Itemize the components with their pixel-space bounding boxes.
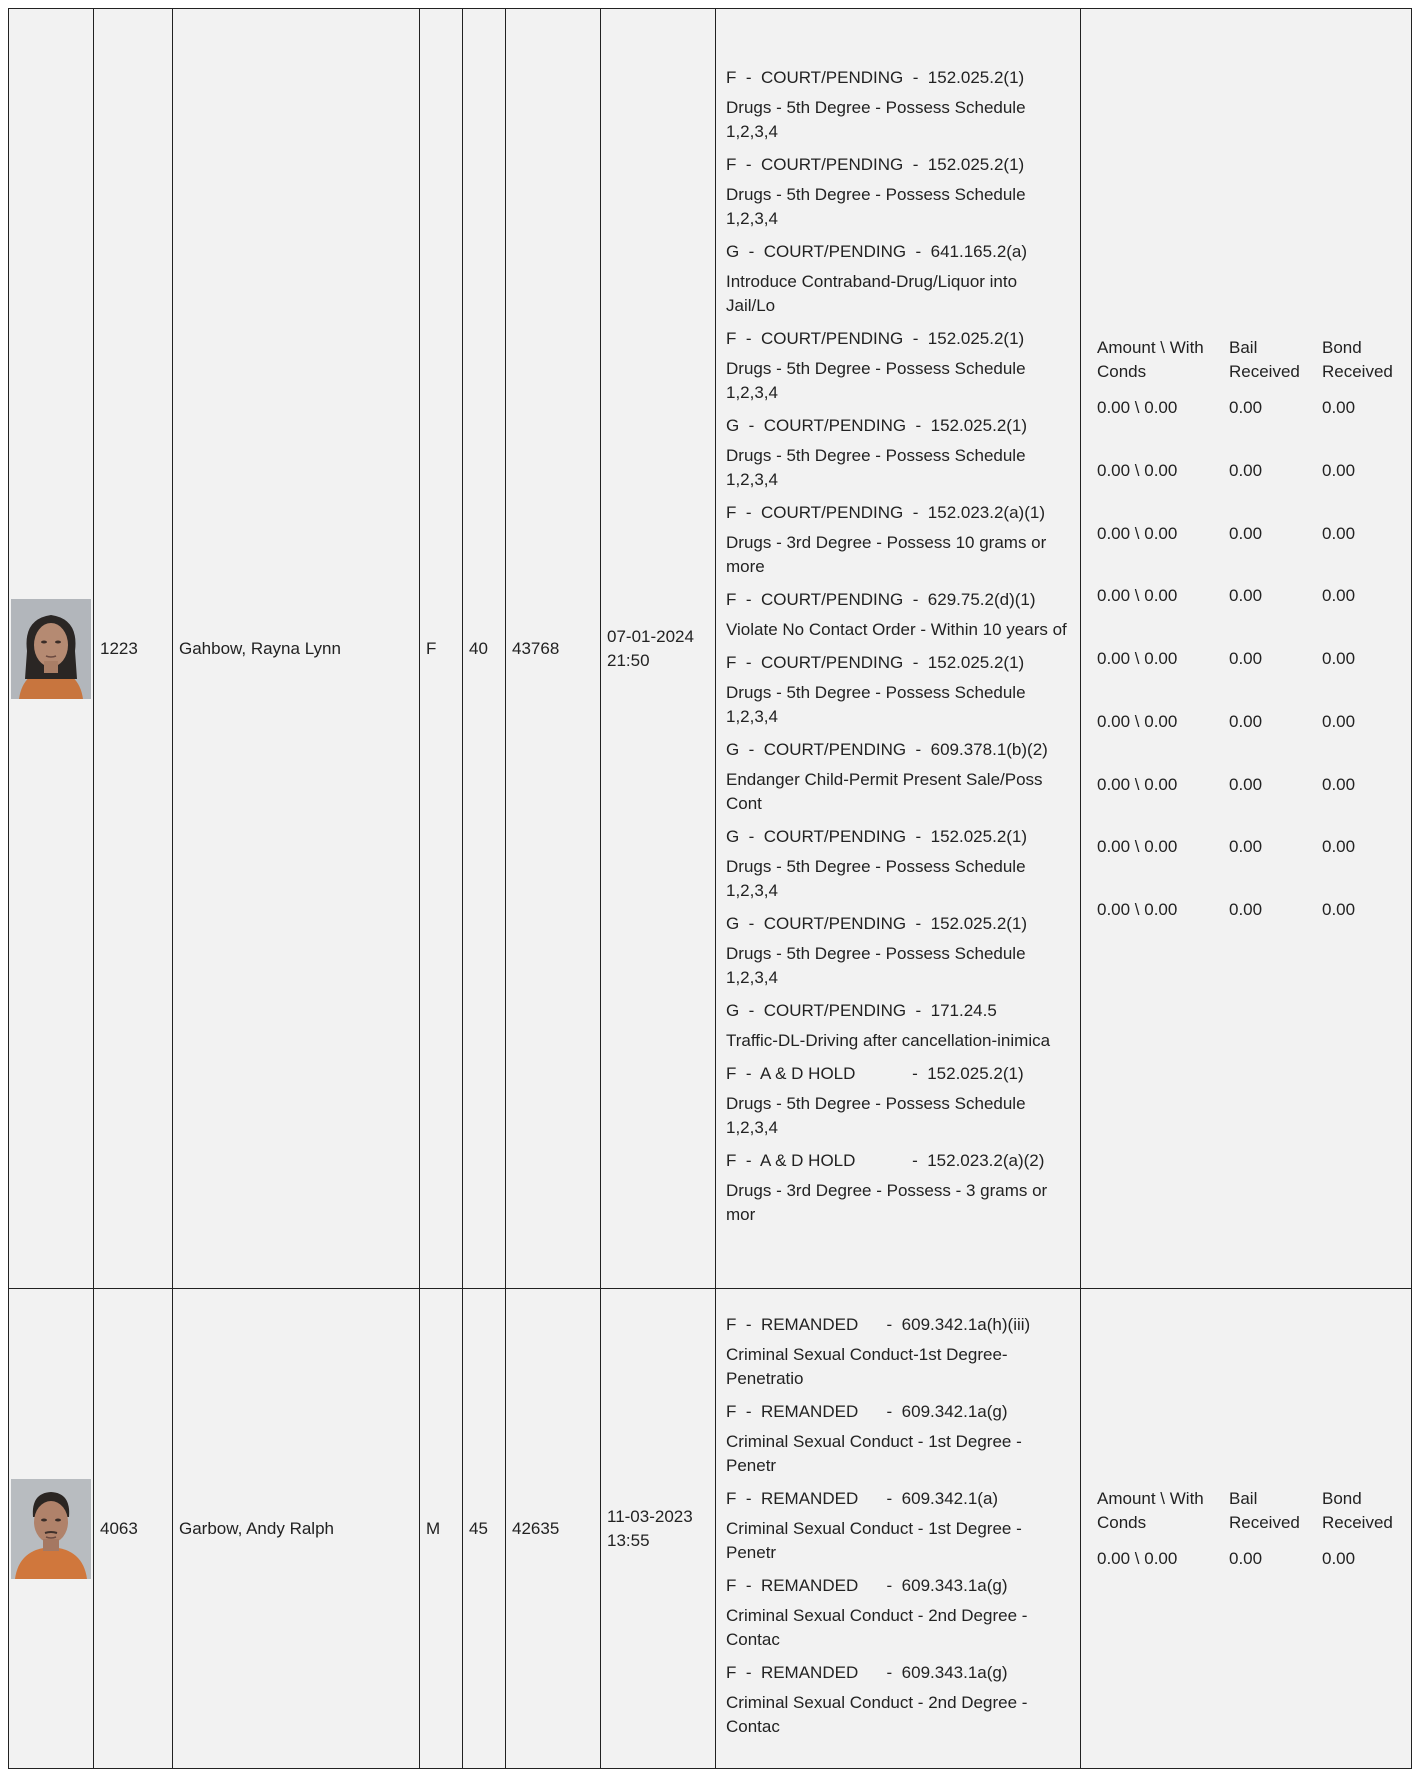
bail-value: 0.00 [1229,461,1263,481]
amount-value: 0.00 \ 0.00 [1097,461,1178,481]
bail-received-header: Bail Received [1229,338,1300,382]
inmate-age: 40 [463,9,506,1289]
charges-cell [716,1289,1081,1769]
charge-description: Drugs - 5th Degree - Possess Schedule 1,2,3,4 [726,943,1026,987]
charge-item [726,999,1070,1053]
charge-item [726,738,1070,816]
charge-code: F - REMANDED - 609.343.1a(g) [726,1576,1008,1595]
booking-number: 1223 [94,9,173,1289]
charge-item [726,1487,1070,1565]
bail-value: 0.00 [1229,774,1263,794]
charge-description: Drugs - 5th Degree - Possess Schedule 1,2,3,4 [726,856,1026,900]
charge-description: Violate No Contact Order - Within 10 years of [726,619,1067,639]
charge-code: F - REMANDED - 609.342.1a(g) [726,1402,1008,1421]
amount-header: Amount \ With Conds [1097,338,1204,382]
bail-row [1097,584,1405,647]
charge-code: F - COURT/PENDING - 152.025.2(1) [726,328,1025,348]
bail-received-header: Bail Received [1229,1488,1300,1532]
bond-value: 0.00 [1322,899,1356,919]
inmate-sex: M [420,1289,463,1769]
charge-item [726,501,1070,579]
charge-description: Criminal Sexual Conduct-1st Degree- Penetratio [726,1345,1008,1388]
inmate-name: Gahbow, Rayna Lynn [173,9,420,1289]
inmate-roster-table [8,8,1412,1769]
bond-value: 0.00 [1322,461,1356,481]
charge-code: G - COURT/PENDING - 152.025.2(1) [726,415,1028,435]
charge-code: F - COURT/PENDING - 152.023.2(a)(1) [726,502,1045,522]
inmate-id: 42635 [506,1289,601,1769]
charge-item [726,588,1070,642]
charge-description: Criminal Sexual Conduct - 2nd Degree - Contac [726,1693,1028,1736]
bail-value: 0.00 [1229,649,1263,669]
charge-description: Drugs - 3rd Degree - Possess 10 grams or more [726,532,1047,576]
bond-value: 0.00 [1322,1548,1356,1568]
charge-code: F - COURT/PENDING - 152.025.2(1) [726,67,1025,87]
bail-row [1097,647,1405,710]
charge-item [726,1400,1070,1478]
charge-description: Drugs - 5th Degree - Possess Schedule 1,2,3,4 [726,682,1026,726]
inmate-sex: F [420,9,463,1289]
charge-code: F - COURT/PENDING - 629.75.2(d)(1) [726,589,1036,609]
charge-item [726,1313,1070,1391]
bail-value: 0.00 [1229,586,1263,606]
charge-item [726,1574,1070,1652]
amount-value: 0.00 \ 0.00 [1097,523,1178,543]
bail-row [1097,459,1405,522]
amount-value: 0.00 \ 0.00 [1097,1548,1178,1568]
charge-description: Introduce Contraband-Drug/Liquor into Jail/Lo [726,271,1018,315]
bail-cell [1081,9,1412,1289]
bond-value: 0.00 [1322,523,1356,543]
bail-table [1097,336,1405,960]
amount-value: 0.00 \ 0.00 [1097,711,1178,731]
charge-code: F - REMANDED - 609.342.1(a) [726,1489,999,1508]
charge-code: F - REMANDED - 609.342.1a(h)(iii) [726,1315,1031,1334]
charge-description: Criminal Sexual Conduct - 1st Degree - Penetr [726,1519,1022,1562]
booking-datetime [601,9,716,1289]
bail-row [1097,522,1405,585]
bond-received-header: Bond Received [1322,1488,1393,1532]
bail-row [1097,396,1405,459]
charge-item [726,240,1070,318]
inmate-age: 45 [463,1289,506,1769]
bail-value: 0.00 [1229,1548,1263,1568]
bond-value: 0.00 [1322,774,1356,794]
bond-value: 0.00 [1322,586,1356,606]
booking-date: 11-03-2023 [607,1506,693,1526]
bail-header-row [1097,1487,1405,1547]
amount-value: 0.00 \ 0.00 [1097,398,1178,418]
booking-date: 07-01-2024 [607,626,694,646]
bail-value: 0.00 [1229,523,1263,543]
amount-value: 0.00 \ 0.00 [1097,837,1178,857]
booking-number: 4063 [94,1289,173,1769]
bail-cell [1081,1289,1412,1769]
inmate-row [9,1289,1412,1769]
amount-header: Amount \ With Conds [1097,1488,1204,1532]
charge-description: Drugs - 5th Degree - Possess Schedule 1,2,3,4 [726,97,1026,141]
bail-row [1097,1547,1405,1571]
charge-item [726,912,1070,990]
charge-item [726,153,1070,231]
charge-description: Drugs - 5th Degree - Possess Schedule 1,2,3,4 [726,358,1026,402]
amount-value: 0.00 \ 0.00 [1097,649,1178,669]
charge-description: Traffic-DL-Driving after cancellation-inimica [726,1030,1051,1050]
amount-value: 0.00 \ 0.00 [1097,774,1178,794]
charge-description: Drugs - 5th Degree - Possess Schedule 1,2,3,4 [726,445,1026,489]
bail-row [1097,773,1405,836]
booking-datetime [601,1289,716,1769]
charge-code: F - REMANDED - 609.343.1a(g) [726,1663,1008,1682]
charge-description: Criminal Sexual Conduct - 1st Degree - Penetr [726,1432,1022,1475]
charges-cell [716,9,1081,1289]
charge-code: G - COURT/PENDING - 152.025.2(1) [726,913,1028,933]
charge-item [726,1149,1070,1227]
charge-item [726,651,1070,729]
mugshot-photo [11,1479,91,1579]
charge-description: Drugs - 5th Degree - Possess Schedule 1,2,3,4 [726,184,1026,228]
charge-code: F - COURT/PENDING - 152.025.2(1) [726,652,1025,672]
charge-description: Endanger Child-Permit Present Sale/Poss Cont [726,769,1043,813]
amount-value: 0.00 \ 0.00 [1097,586,1178,606]
photo-cell [9,9,94,1289]
bail-value: 0.00 [1229,837,1263,857]
photo-cell [9,1289,94,1769]
bond-received-header: Bond Received [1322,338,1393,382]
bail-value: 0.00 [1229,899,1263,919]
inmate-row [9,9,1412,1289]
charge-item [726,1661,1070,1739]
bail-row [1097,898,1405,961]
bail-header-row [1097,336,1405,396]
bail-table [1097,1487,1405,1571]
charge-description: Drugs - 5th Degree - Possess Schedule 1,2,3,4 [726,1093,1026,1137]
bail-row [1097,835,1405,898]
bond-value: 0.00 [1322,649,1356,669]
charge-item [726,66,1070,144]
charge-description: Criminal Sexual Conduct - 2nd Degree - Contac [726,1606,1028,1649]
bail-value: 0.00 [1229,711,1263,731]
booking-time: 13:55 [607,1530,650,1550]
charge-code: G - COURT/PENDING - 171.24.5 [726,1000,997,1020]
charge-code: G - COURT/PENDING - 641.165.2(a) [726,241,1028,261]
inmate-name: Garbow, Andy Ralph [173,1289,420,1769]
bond-value: 0.00 [1322,837,1356,857]
charge-code: G - COURT/PENDING - 609.378.1(b)(2) [726,739,1048,759]
bail-row [1097,710,1405,773]
mugshot-photo [11,599,91,699]
inmate-id: 43768 [506,9,601,1289]
charge-item [726,327,1070,405]
charge-code: G - COURT/PENDING - 152.025.2(1) [726,826,1028,846]
amount-value: 0.00 \ 0.00 [1097,899,1178,919]
charge-item [726,825,1070,903]
booking-time: 21:50 [607,650,650,670]
charge-code: F - A & D HOLD - 152.023.2(a)(2) [726,1150,1045,1170]
charge-item [726,414,1070,492]
charge-description: Drugs - 3rd Degree - Possess - 3 grams or mor [726,1180,1048,1224]
charge-code: F - COURT/PENDING - 152.025.2(1) [726,154,1025,174]
bond-value: 0.00 [1322,398,1356,418]
bail-value: 0.00 [1229,398,1263,418]
bond-value: 0.00 [1322,711,1356,731]
charge-item [726,1062,1070,1140]
charge-code: F - A & D HOLD - 152.025.2(1) [726,1063,1024,1083]
